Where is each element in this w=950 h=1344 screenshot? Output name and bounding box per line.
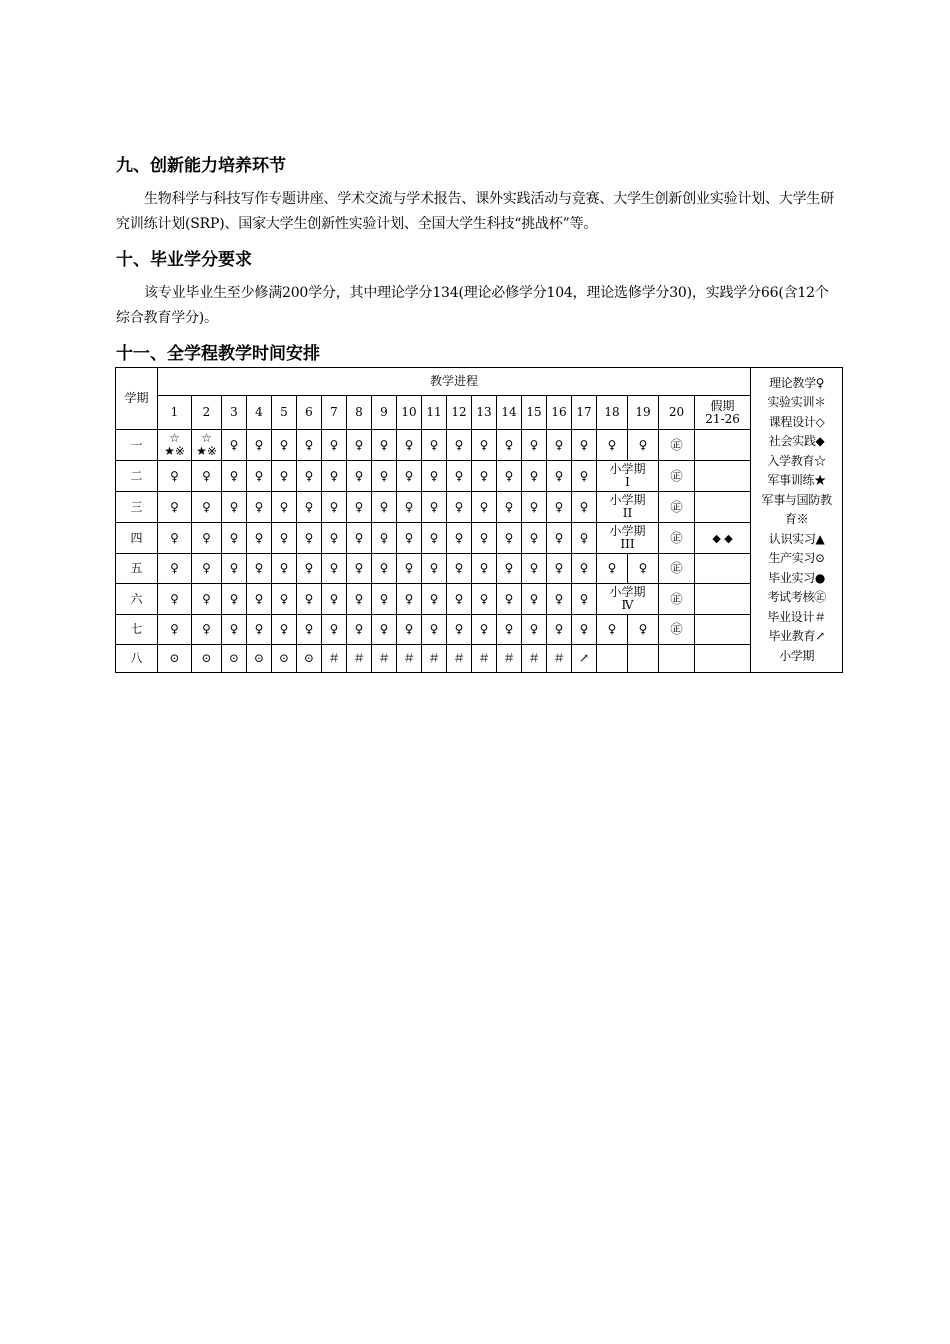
week-cell: ♀ [397,461,422,492]
week-cell: ♀ [322,554,347,584]
exam-cell: ㊣ [659,461,695,492]
week-13-header: 13 [472,396,497,430]
table-row [116,430,843,461]
vacation-cell [695,645,751,673]
week-cell: ＃ [422,645,447,673]
term-label: 三 [116,492,158,523]
cell-line: ★※ [164,444,185,458]
week-cell: ♀ [247,523,272,554]
term-label: 七 [116,615,158,645]
short-term-cell [597,584,659,615]
legend-item: 实验实训＊ [767,395,826,410]
term-label: 六 [116,584,158,615]
section-11-heading: 十一、全学程教学时间安排 [116,344,320,364]
week-cell: ⊙ [222,645,247,673]
legend-item: 毕业实习● [768,570,826,585]
short-term-cell [597,492,659,523]
week-cell: ♀ [247,492,272,523]
legend-item: 育※ [784,512,809,527]
week-15-header: 15 [522,396,547,430]
term-label: 八 [116,645,158,673]
week-7-header: 7 [322,396,347,430]
week-cell: ♀ [597,430,628,461]
week-cell: ♀ [192,492,222,523]
week-cell: ♀ [572,492,597,523]
week-cell: ♀ [422,461,447,492]
week-1-header: 1 [158,396,192,430]
cell-line: II [622,506,633,520]
week-cell: ♀ [447,430,472,461]
week-cell [158,430,192,461]
week-cell: ♀ [158,492,192,523]
vacation-cell [695,492,751,523]
week-cell: ♀ [322,461,347,492]
week-cell: ♀ [347,554,372,584]
week-cell: ♀ [628,554,659,584]
legend-item: 社会实践◆ [768,434,825,449]
vacation-cell [695,461,751,492]
cell-line: 小学期 [609,524,646,538]
week-cell: ♀ [472,584,497,615]
cell-line: 小学期 [609,462,646,476]
exam-cell: ㊣ [659,554,695,584]
cell-line: Ⅳ [621,598,634,612]
week-cell: ♀ [628,430,659,461]
table-row [116,615,843,645]
week-cell: ♀ [222,461,247,492]
week-cell: ♀ [422,584,447,615]
legend-item: 小学期 [779,648,815,663]
week-cell: ♀ [372,523,397,554]
vacation-cell [695,615,751,645]
cell-line: 小学期 [609,493,646,507]
week-cell: ♀ [272,615,297,645]
week-cell: ♀ [192,461,222,492]
legend-item: 军事与国防教 [761,492,832,507]
week-cell: ♀ [472,430,497,461]
week-cell: ♀ [222,584,247,615]
week-cell: ♀ [497,584,522,615]
week-18-header: 18 [597,396,628,430]
week-cell: ♀ [472,554,497,584]
week-6-header: 6 [297,396,322,430]
week-17-header: 17 [572,396,597,430]
week-cell: ♀ [547,461,572,492]
week-cell: ♀ [447,584,472,615]
week-2-header: 2 [192,396,222,430]
week-cell [628,645,659,673]
term-header: 学期 [116,368,158,430]
week-cell: ♀ [322,615,347,645]
week-cell: ♀ [347,461,372,492]
week-cell: ♀ [192,615,222,645]
week-cell: ♀ [597,554,628,584]
week-cell: ♀ [222,430,247,461]
cell-line: 假期 [710,398,735,413]
week-cell: ♀ [297,523,322,554]
week-cell: ♀ [372,584,397,615]
week-cell: ♀ [447,615,472,645]
legend-item: 理论教学♀ [768,375,825,390]
week-cell: ♀ [472,492,497,523]
week-cell: ♀ [547,430,572,461]
week-cell: ♀ [158,584,192,615]
week-cell: ♀ [222,523,247,554]
week-cell: ♀ [272,461,297,492]
cell-line: 21-26 [705,411,740,426]
week-cell: ♀ [572,584,597,615]
week-cell: ♀ [247,461,272,492]
week-cell: ♀ [347,492,372,523]
week-cell: ♀ [497,615,522,645]
week-cell: ♀ [297,615,322,645]
week-cell: ♀ [472,523,497,554]
week-cell: ♀ [247,554,272,584]
week-cell: ♀ [347,615,372,645]
week-cell: ♀ [397,584,422,615]
week-cell: ♀ [572,615,597,645]
week-cell: ＃ [397,645,422,673]
week-14-header: 14 [497,396,522,430]
week-5-header: 5 [272,396,297,430]
short-term-cell [597,461,659,492]
week-8-header: 8 [347,396,372,430]
week-cell: ♀ [372,554,397,584]
week-cell: ♀ [247,615,272,645]
week-cell: ♀ [447,523,472,554]
week-cell: ♀ [547,492,572,523]
week-cell: ♀ [347,430,372,461]
table-header-row [116,368,843,396]
cell-line: ☆ [169,431,180,445]
week-cell: ♀ [497,430,522,461]
progress-header: 教学进程 [158,368,751,396]
week-cell: ♀ [547,554,572,584]
week-cell: ⊙ [247,645,272,673]
exam-cell [659,645,695,673]
legend-item: 毕业设计＃ [767,609,826,624]
week-cell: ♀ [297,554,322,584]
week-cell: ♀ [447,461,472,492]
week-cell: ＃ [547,645,572,673]
week-cell: ＃ [322,645,347,673]
week-cell: ♀ [372,461,397,492]
vacation-cell: ◆ ◆ [695,523,751,554]
week-cell: ♀ [322,430,347,461]
week-cell: ♀ [497,492,522,523]
legend-item: 考试考核㊣ [767,590,826,605]
table-row [116,492,843,523]
week-cell: ＃ [347,645,372,673]
week-19-header: 19 [628,396,659,430]
term-label: 五 [116,554,158,584]
week-cell: ♀ [472,615,497,645]
week-cell: ♀ [422,430,447,461]
exam-cell: ㊣ [659,615,695,645]
week-cell: ♀ [522,430,547,461]
week-cell: ♀ [222,492,247,523]
week-11-header: 11 [422,396,447,430]
exam-cell: ㊣ [659,492,695,523]
week-cell: ＃ [447,645,472,673]
week-20-header: 20 [659,396,695,430]
week-4-header: 4 [247,396,272,430]
week-cell: ♀ [422,523,447,554]
week-cell: ♀ [472,461,497,492]
legend-item: 认识实习▲ [768,531,825,546]
week-cell: ♀ [372,492,397,523]
week-cell: ♀ [422,554,447,584]
legend-cell [751,368,843,673]
week-cell: ↗ [572,645,597,673]
week-cell: ♀ [297,430,322,461]
week-cell: ＃ [497,645,522,673]
week-cell: ♀ [297,584,322,615]
cell-line: 小学期 [609,585,646,599]
week-cell: ♀ [497,523,522,554]
table-row [116,584,843,615]
section-9-heading: 九、创新能力培养环节 [116,156,286,176]
week-cell: ♀ [347,523,372,554]
term-label: 二 [116,461,158,492]
week-cell: ♀ [192,584,222,615]
legend-item: 入学教育☆ [767,453,826,468]
exam-cell: ㊣ [659,523,695,554]
week-cell: ♀ [322,523,347,554]
vacation-cell [695,554,751,584]
week-cell: ♀ [192,523,222,554]
week-cell: ♀ [422,492,447,523]
week-cell: ♀ [522,584,547,615]
legend-item: 毕业教育↗ [768,629,825,644]
week-cell: ♀ [372,430,397,461]
week-12-header: 12 [447,396,472,430]
week-cell: ♀ [158,461,192,492]
section-9-paragraph: 生物科学与科技写作专题讲座、学术交流与学术报告、课外实践活动与竞赛、大学生创新创业实验计划、大学生研究训练计划(SRP)、国家大学生创新性实验计划、全国大学生科技“挑战杯”等。 [116,191,834,232]
week-cell: ＃ [522,645,547,673]
week-cell: ＃ [372,645,397,673]
week-cell: ♀ [222,554,247,584]
exam-cell: ㊣ [659,584,695,615]
week-cell: ♀ [522,461,547,492]
week-16-header: 16 [547,396,572,430]
section-10-paragraph: 该专业毕业生至少修满200学分，其中理论学分134(理论必修学分104，理论选修学分30)，实践学分66(含12个综合教育学分)。 [116,285,829,326]
week-cell: ♀ [272,523,297,554]
week-cell: ♀ [547,523,572,554]
week-cell: ♀ [447,492,472,523]
legend-item: 生产实习⊙ [768,551,825,566]
week-10-header: 10 [397,396,422,430]
week-cell: ⊙ [297,645,322,673]
cell-line: ★※ [196,444,217,458]
week-cell: ♀ [247,430,272,461]
week-cell: ♀ [572,554,597,584]
week-cell: ♀ [272,430,297,461]
week-cell: ♀ [572,461,597,492]
exam-cell: ㊣ [659,430,695,461]
week-cell: ♀ [522,492,547,523]
week-cell: ♀ [397,492,422,523]
week-number-row [116,396,843,430]
week-cell: ♀ [397,554,422,584]
week-cell: ♀ [297,492,322,523]
week-cell: ♀ [192,554,222,584]
term-label: 四 [116,523,158,554]
schedule-table [115,367,843,673]
section-10-heading: 十、毕业学分要求 [116,250,252,270]
week-cell: ♀ [447,554,472,584]
vacation-header [695,396,751,430]
week-cell: ♀ [297,461,322,492]
table-row [116,461,843,492]
cell-line: I [625,475,630,489]
week-cell: ♀ [522,615,547,645]
week-cell: ♀ [522,554,547,584]
week-cell: ♀ [597,615,628,645]
week-cell: ＃ [472,645,497,673]
week-cell: ♀ [158,615,192,645]
table-row [116,645,843,673]
week-cell: ♀ [572,523,597,554]
week-cell: ♀ [322,492,347,523]
vacation-cell [695,430,751,461]
week-cell [597,645,628,673]
term-label: 一 [116,430,158,461]
week-cell: ♀ [272,584,297,615]
legend-item: 军事训练★ [767,473,826,488]
week-cell: ♀ [247,584,272,615]
week-cell [192,430,222,461]
week-cell: ♀ [397,615,422,645]
table-row [116,554,843,584]
week-cell: ♀ [158,554,192,584]
week-9-header: 9 [372,396,397,430]
week-cell: ♀ [272,554,297,584]
week-cell: ♀ [497,461,522,492]
week-cell: ⊙ [158,645,192,673]
week-cell: ♀ [372,615,397,645]
week-cell: ♀ [397,430,422,461]
table-row [116,523,843,554]
week-cell: ♀ [522,523,547,554]
week-cell: ♀ [397,523,422,554]
week-cell: ♀ [497,554,522,584]
week-cell: ♀ [222,615,247,645]
legend-item: 课程设计◇ [768,414,825,429]
cell-line: III [620,537,635,551]
week-cell: ♀ [422,615,447,645]
week-cell: ♀ [347,584,372,615]
vacation-cell [695,584,751,615]
week-cell: ♀ [547,615,572,645]
week-cell: ♀ [628,615,659,645]
week-cell: ♀ [322,584,347,615]
week-cell: ♀ [272,492,297,523]
week-cell: ⊙ [192,645,222,673]
cell-line: ☆ [201,431,212,445]
week-cell: ♀ [158,523,192,554]
short-term-cell [597,523,659,554]
week-3-header: 3 [222,396,247,430]
week-cell: ♀ [572,430,597,461]
week-cell: ⊙ [272,645,297,673]
week-cell: ♀ [547,584,572,615]
